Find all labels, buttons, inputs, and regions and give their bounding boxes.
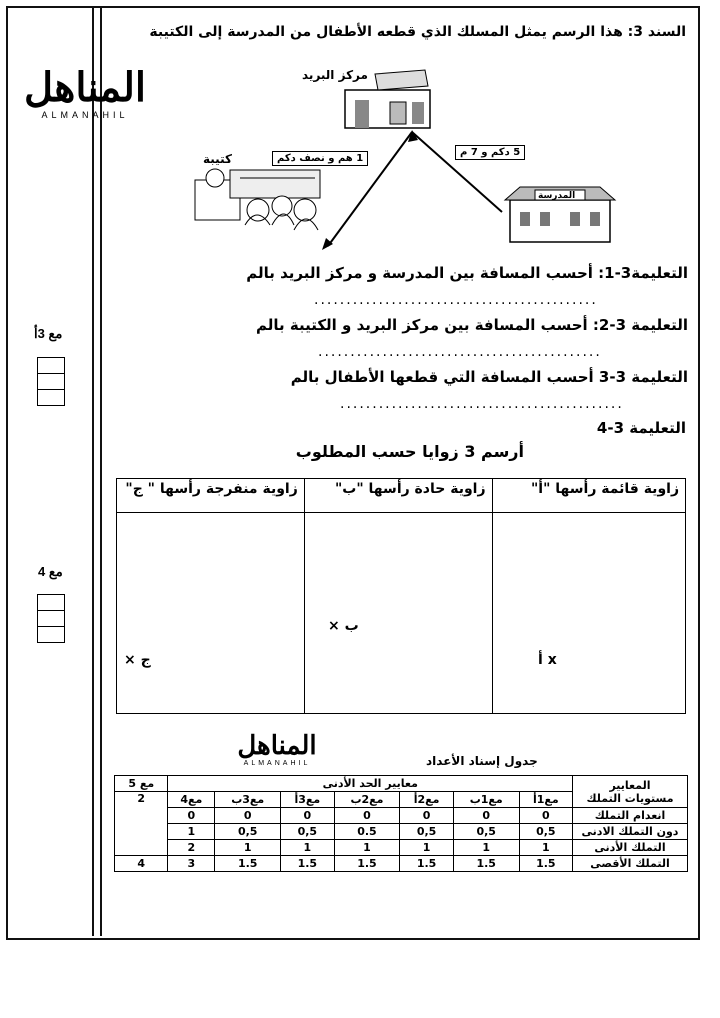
grading-title: جدول إسناد الأعداد — [426, 754, 538, 768]
grading-table: المعايير مستويات التملك معايير الحد الأدنى مع 5 مع1أ مع1ب مع2أ مع2ب مع3أ مع3ب مع4 2 انعدام التملك 0 0 0 0 0 0 0 دون التملك الادنى 0,5 0,5 0,5 0.5 0,5 0,5 1 التملك الأدنى 1 1 1 1 1 1 2 التملك الأقصى 1.5 1.5 1.5 1.5 1.5 1.5 3 4 — [114, 775, 688, 872]
answer-line-3-2[interactable]: ............................................ — [318, 344, 602, 360]
criteria-mark-m3: مع 3أ — [34, 326, 63, 341]
library-scene — [195, 169, 320, 230]
question-3-4-text: أرسم 3 زوايا حسب المطلوب — [295, 442, 524, 461]
question-3-4-title: التعليمة 3-4 — [596, 419, 686, 437]
drawing-cell-acute[interactable] — [304, 513, 492, 714]
section-title: السند 3: هذا الرسم يمثل المسلك الذي قطعه الأطفال من المدرسة إلى الكتيبة — [149, 24, 686, 40]
score-boxes-m4[interactable] — [37, 594, 65, 643]
margin-divider — [92, 6, 94, 936]
distance-library-label: 1 هم و نصف دكم — [272, 151, 368, 166]
question-3-2: التعليمة 3-2: أحسب المسافة بين مركز البريد و الكتيبة بالم — [255, 316, 688, 334]
criteria-mark-m4: مع 4 — [38, 564, 63, 579]
table-row: انعدام التملك 0 0 0 0 0 0 0 — [115, 808, 688, 824]
drawing-cell-right[interactable] — [492, 513, 685, 714]
header-acute-angle: زاوية حادة رأسها "ب" — [304, 479, 492, 513]
point-b: ب × — [328, 618, 359, 634]
m5-value-top: 2 — [115, 792, 168, 856]
min-criteria-header: معايير الحد الأدنى — [168, 776, 573, 792]
almanahil-logo-bottom: المناهل ALMANAHIL — [237, 731, 317, 767]
almanahil-logo: المناهل ALMANAHIL — [23, 64, 147, 120]
table-row: دون التملك الادنى 0,5 0,5 0,5 0.5 0,5 0,5 1 — [115, 824, 688, 840]
margin-divider-inner — [100, 6, 102, 936]
question-3-1: التعليمة3-1: أحسب المسافة بين المدرسة و مركز البريد بالم — [246, 264, 688, 282]
answer-line-3-1[interactable]: ............................................ — [314, 292, 598, 308]
m5-value-bottom: 4 — [115, 856, 168, 872]
table-row: التملك الأقصى 1.5 1.5 1.5 1.5 1.5 1.5 3 4 — [115, 856, 688, 872]
m5-header: مع 5 — [115, 776, 168, 792]
post-office-label: مركز البريد — [302, 68, 368, 82]
question-3-3: التعليمة 3-3 أحسب المسافة التي قطعها الأطفال بالم — [290, 368, 688, 386]
table-row: التملك الأدنى 1 1 1 1 1 1 2 — [115, 840, 688, 856]
angles-table — [116, 478, 686, 714]
header-obtuse-angle: زاوية منفرجة رأسها " ج" — [117, 479, 305, 513]
header-right-angle: زاوية قائمة رأسها "أ" — [492, 479, 685, 513]
criteria-header: المعايير مستويات التملك — [573, 776, 688, 808]
score-boxes-m3[interactable] — [37, 357, 65, 406]
route-diagram — [190, 60, 630, 260]
point-a: x أ — [538, 652, 557, 668]
library-label: كتيبة — [203, 152, 232, 166]
route-line-library — [328, 132, 412, 246]
point-j: ج × — [124, 652, 151, 668]
drawing-cell-obtuse[interactable] — [117, 513, 305, 714]
distance-school-label: 5 دكم و 7 م — [455, 145, 525, 160]
answer-line-3-3[interactable]: ............................................ — [340, 396, 624, 412]
school-label: المدرسة — [538, 191, 576, 201]
route-line-school — [412, 132, 502, 212]
